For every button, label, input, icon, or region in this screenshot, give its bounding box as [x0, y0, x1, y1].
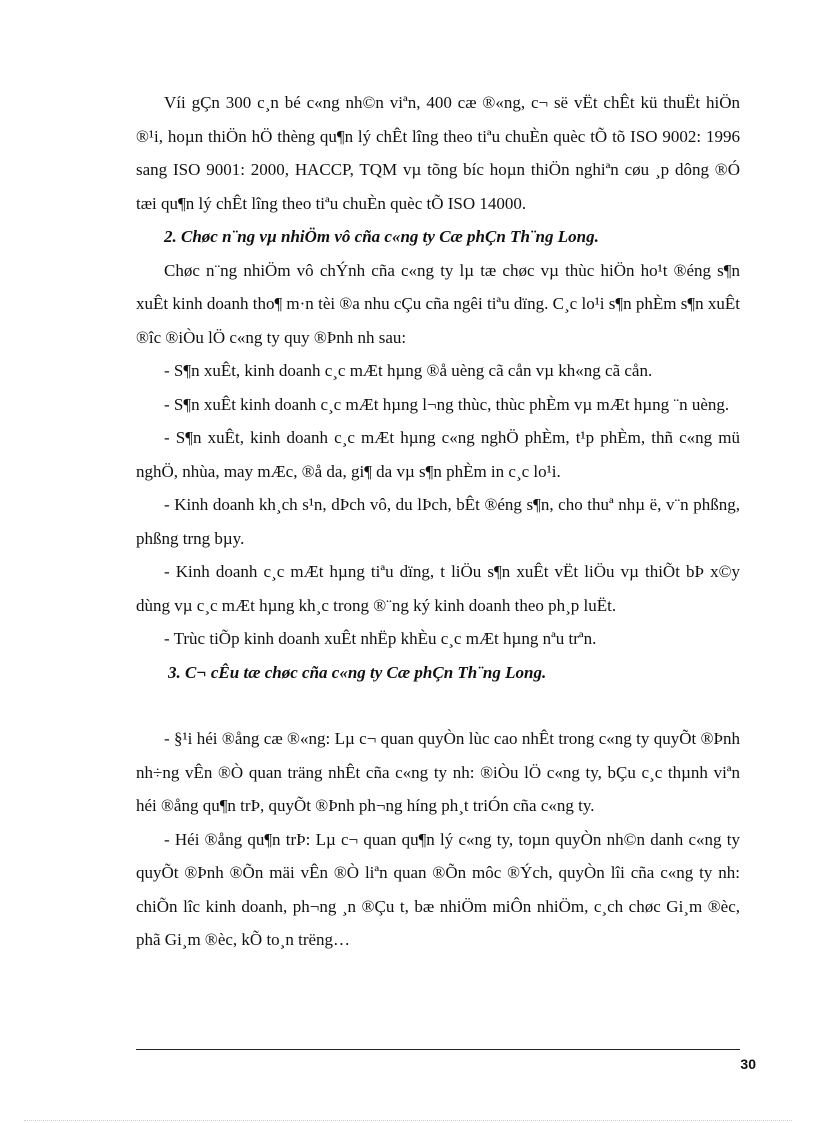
paragraph-intro: Víi gÇn 300 c¸n bé c«ng nh©n viªn, 400 cæ ®«ng, c¬ së vËt chÊt kü thuËt hiÖn ®¹i, hoµn thiÖn hÖ thèng qu¶n lý chÊt lîng theo tiªu chuÈn quèc tÕ tõ ISO 9002: 1996 sang ISO 9001: 2000, HACCP, TQM vµ tõng bíc hoµn thiÖn nghiªn cøu ¸p dông ®Ó tæi qu¶n lý chÊt lîng theo tiªu chuÈn quèc tÕ ISO 14000. [136, 93, 740, 213]
section-heading-2: 2. Chøc n¨ng vµ nhiÖm vô cña c«ng ty Cæ phÇn Th¨ng Long. [164, 227, 599, 246]
list-item: - Trùc tiÕp kinh doanh xuÊt nhËp khÈu c¸c mÆt hµng nªu trªn. [164, 629, 597, 648]
list-item: - S¶n xuÊt, kinh doanh c¸c mÆt hµng c«ng nghÖ phÈm, t¹p phÈm, thñ c«ng mü nghÖ, nhùa, may mÆc, ®å da, gi¶ da vµ s¶n phÈm in c¸c lo¹i. [136, 428, 740, 481]
blank-line [136, 689, 740, 722]
list-item: - Kinh doanh kh¸ch s¹n, dÞch vô, du lÞch, bÊt ®éng s¶n, cho thuª nhµ ë, v¨n phßng, phßng trng bµy. [136, 495, 740, 548]
page-number: 30 [740, 1056, 756, 1072]
footer-rule [136, 1049, 740, 1050]
list-item: - Kinh doanh c¸c mÆt hµng tiªu dïng, t liÖu s¶n xuÊt vËt liÖu vµ thiÕt bÞ x©y dùng vµ c¸c mÆt hµng kh¸c trong ®¨ng ký kinh doanh theo ph¸p luËt. [136, 562, 740, 615]
list-item: - S¶n xuÊt, kinh doanh c¸c mÆt hµng ®å uèng cã cån vµ kh«ng cã cån. [164, 361, 653, 380]
paragraph-board: - Héi ®ång qu¶n trÞ: Lµ c¬ quan qu¶n lý c«ng ty, toµn quyÒn nh©n danh c«ng ty quyÕt ®Þnh ®Õn mäi vÊn ®Ò liªn quan ®Õn môc ®Ých, quyÒn lîi cña c«ng ty nh: chiÕn lîc kinh doanh, ph¬ng ¸n ®Çu t, bæ nhiÖm miÔn nhiÖm, c¸ch chøc Gi¸m ®èc, phã Gi¸m ®èc, kÕ to¸n trëng… [136, 829, 740, 949]
paragraph-shareholders: - §¹i héi ®ång cæ ®«ng: Lµ c¬ quan quyÒn lùc cao nhÊt trong c«ng ty quyÕt ®Þnh nh÷ng vÊn ®Ò quan träng nhÊt cña c«ng ty nh: ®iÒu lÖ c«ng ty, bÇu c¸c thµnh viªn héi ®ång qu¶n trÞ, quyÕt ®Þnh ph¬ng híng ph¸t triÓn cña c«ng ty. [136, 729, 740, 815]
page-edge-divider [24, 1120, 792, 1121]
list-item: - S¶n xuÊt kinh doanh c¸c mÆt hµng l¬ng thùc, thùc phÈm vµ mÆt hµng ¨n uèng. [164, 394, 730, 414]
paragraph-functions: Chøc n¨ng nhiÖm vô chÝnh cña c«ng ty lµ tæ chøc vµ thùc hiÖn ho¹t ®éng s¶n xuÊt kinh doanh tho¶ m·n tèi ®a nhu cÇu cña ngêi tiªu dïng. C¸c lo¹i s¶n phÈm s¶n xuÊt ®îc ®iÒu lÖ c«ng ty quy ®Þnh nh sau: [136, 260, 740, 347]
section-heading-3: 3. C¬ cÊu tæ chøc cña c«ng ty Cæ phÇn Th¨ng Long. [168, 662, 547, 682]
document-body [136, 86, 740, 957]
